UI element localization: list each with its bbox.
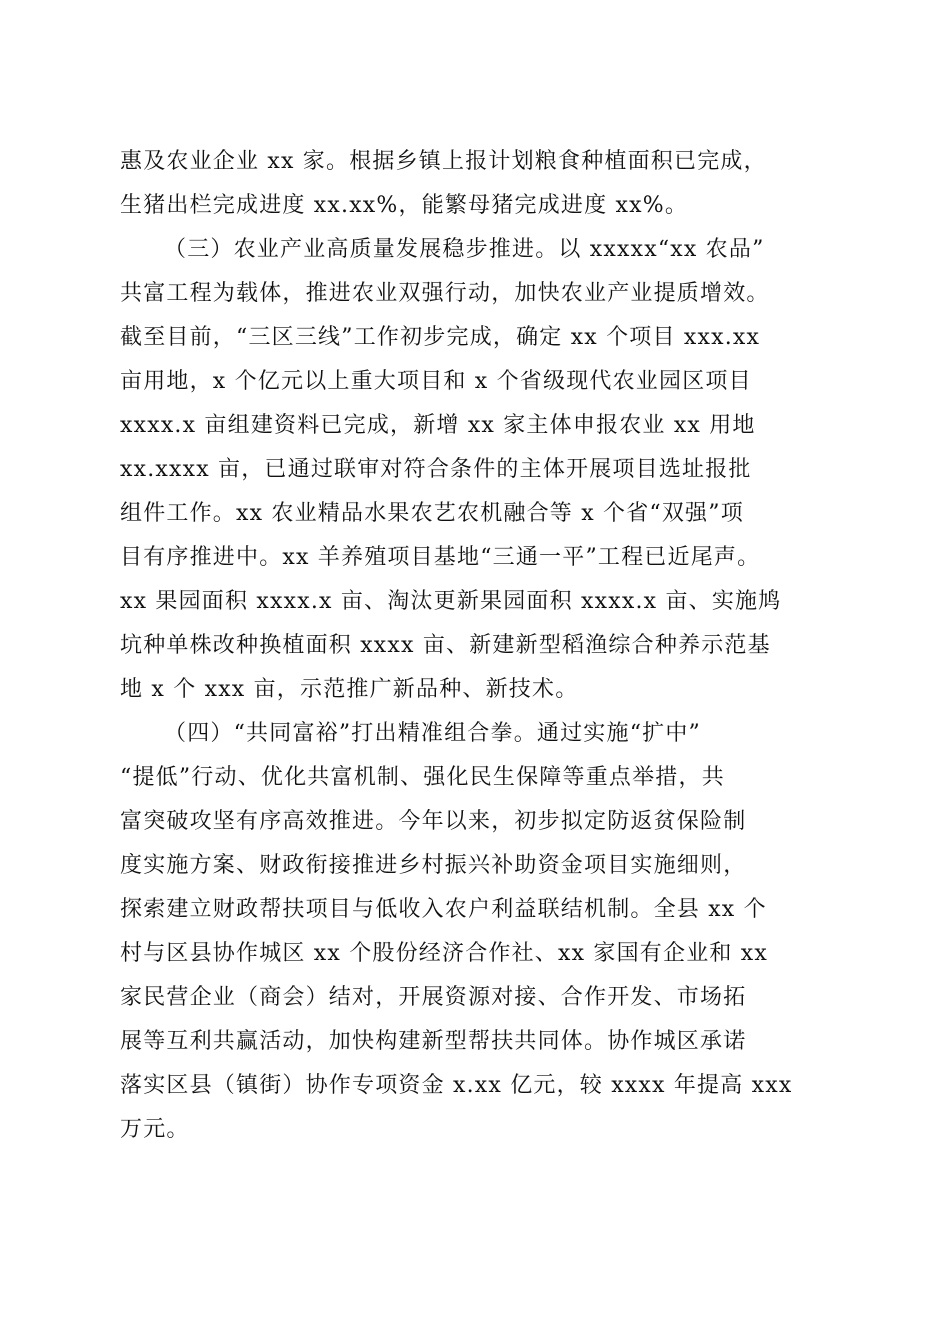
text-line: 组件工作。xx 农业精品水果农艺农机融合等 x 个省“双强”项 — [120, 501, 744, 526]
text-line: 展等互利共赢活动，加快构建新型帮扶共同体。协作城区承诺 — [120, 1029, 747, 1054]
text-line: 地 x 个 xxx 亩，示范推广新品种、新技术。 — [120, 677, 579, 702]
text-line: 万元。 — [120, 1117, 190, 1142]
text-line: xx.xxxx 亩，已通过联审对符合条件的主体开展项目选址报批 — [120, 457, 752, 482]
text-line: xxxx.x 亩组建资料已完成，新增 xx 家主体申报农业 xx 用地 — [120, 413, 756, 438]
text-line: 目有序推进中。xx 羊养殖项目基地“三通一平”工程已近尾声。 — [120, 545, 761, 570]
text-line: 家民营企业（商会）结对，开展资源对接、合作开发、市场拓 — [120, 985, 747, 1010]
text-line: 截至目前，“三区三线”工作初步完成，确定 xx 个项目 xxx.xx — [120, 325, 761, 350]
document-body — [120, 140, 832, 1152]
text-line: 度实施方案、财政衔接推进乡村振兴补助资金项目实施细则， — [120, 853, 747, 878]
paragraph-section-three — [120, 228, 832, 712]
text-line: 共富工程为载体，推进农业双强行动，加快农业产业提质增效。 — [120, 281, 770, 306]
text-line: 富突破攻坚有序高效推进。今年以来，初步拟定防返贫保险制 — [120, 809, 747, 834]
text-line: 生猪出栏完成进度 xx.xx%，能繁母猪完成进度 xx%。 — [120, 193, 689, 218]
paragraph-section-four — [120, 712, 832, 1152]
text-line: 坑种单株改种换植面积 xxxx 亩、新建新型稻渔综合种养示范基 — [120, 633, 771, 658]
paragraph-agri-enterprises — [120, 140, 832, 228]
section-three-heading-line: （三）农业产业高质量发展稳步推进。以 xxxxx“xx 农品” — [164, 237, 765, 262]
text-line: 亩用地，x 个亿元以上重大项目和 x 个省级现代农业园区项目 — [120, 369, 752, 394]
text-line: 惠及农业企业 xx 家。根据乡镇上报计划粮食种植面积已完成， — [120, 149, 767, 174]
text-line: xx 果园面积 xxxx.x 亩、淘汰更新果园面积 xxxx.x 亩、实施鸠 — [120, 589, 782, 614]
section-four-heading-line: （四）“共同富裕”打出精准组合拳。通过实施“扩中” — [164, 721, 701, 746]
text-line: 村与区县协作城区 xx 个股份经济合作社、xx 家国有企业和 xx — [120, 941, 769, 966]
text-line: 探索建立财政帮扶项目与低收入农户利益联结机制。全县 xx 个 — [120, 897, 767, 922]
text-line: “提低”行动、优化共富机制、强化民生保障等重点举措，共 — [120, 765, 725, 790]
text-line: 落实区县（镇街）协作专项资金 x.xx 亿元，较 xxxx 年提高 xxx — [120, 1073, 793, 1098]
